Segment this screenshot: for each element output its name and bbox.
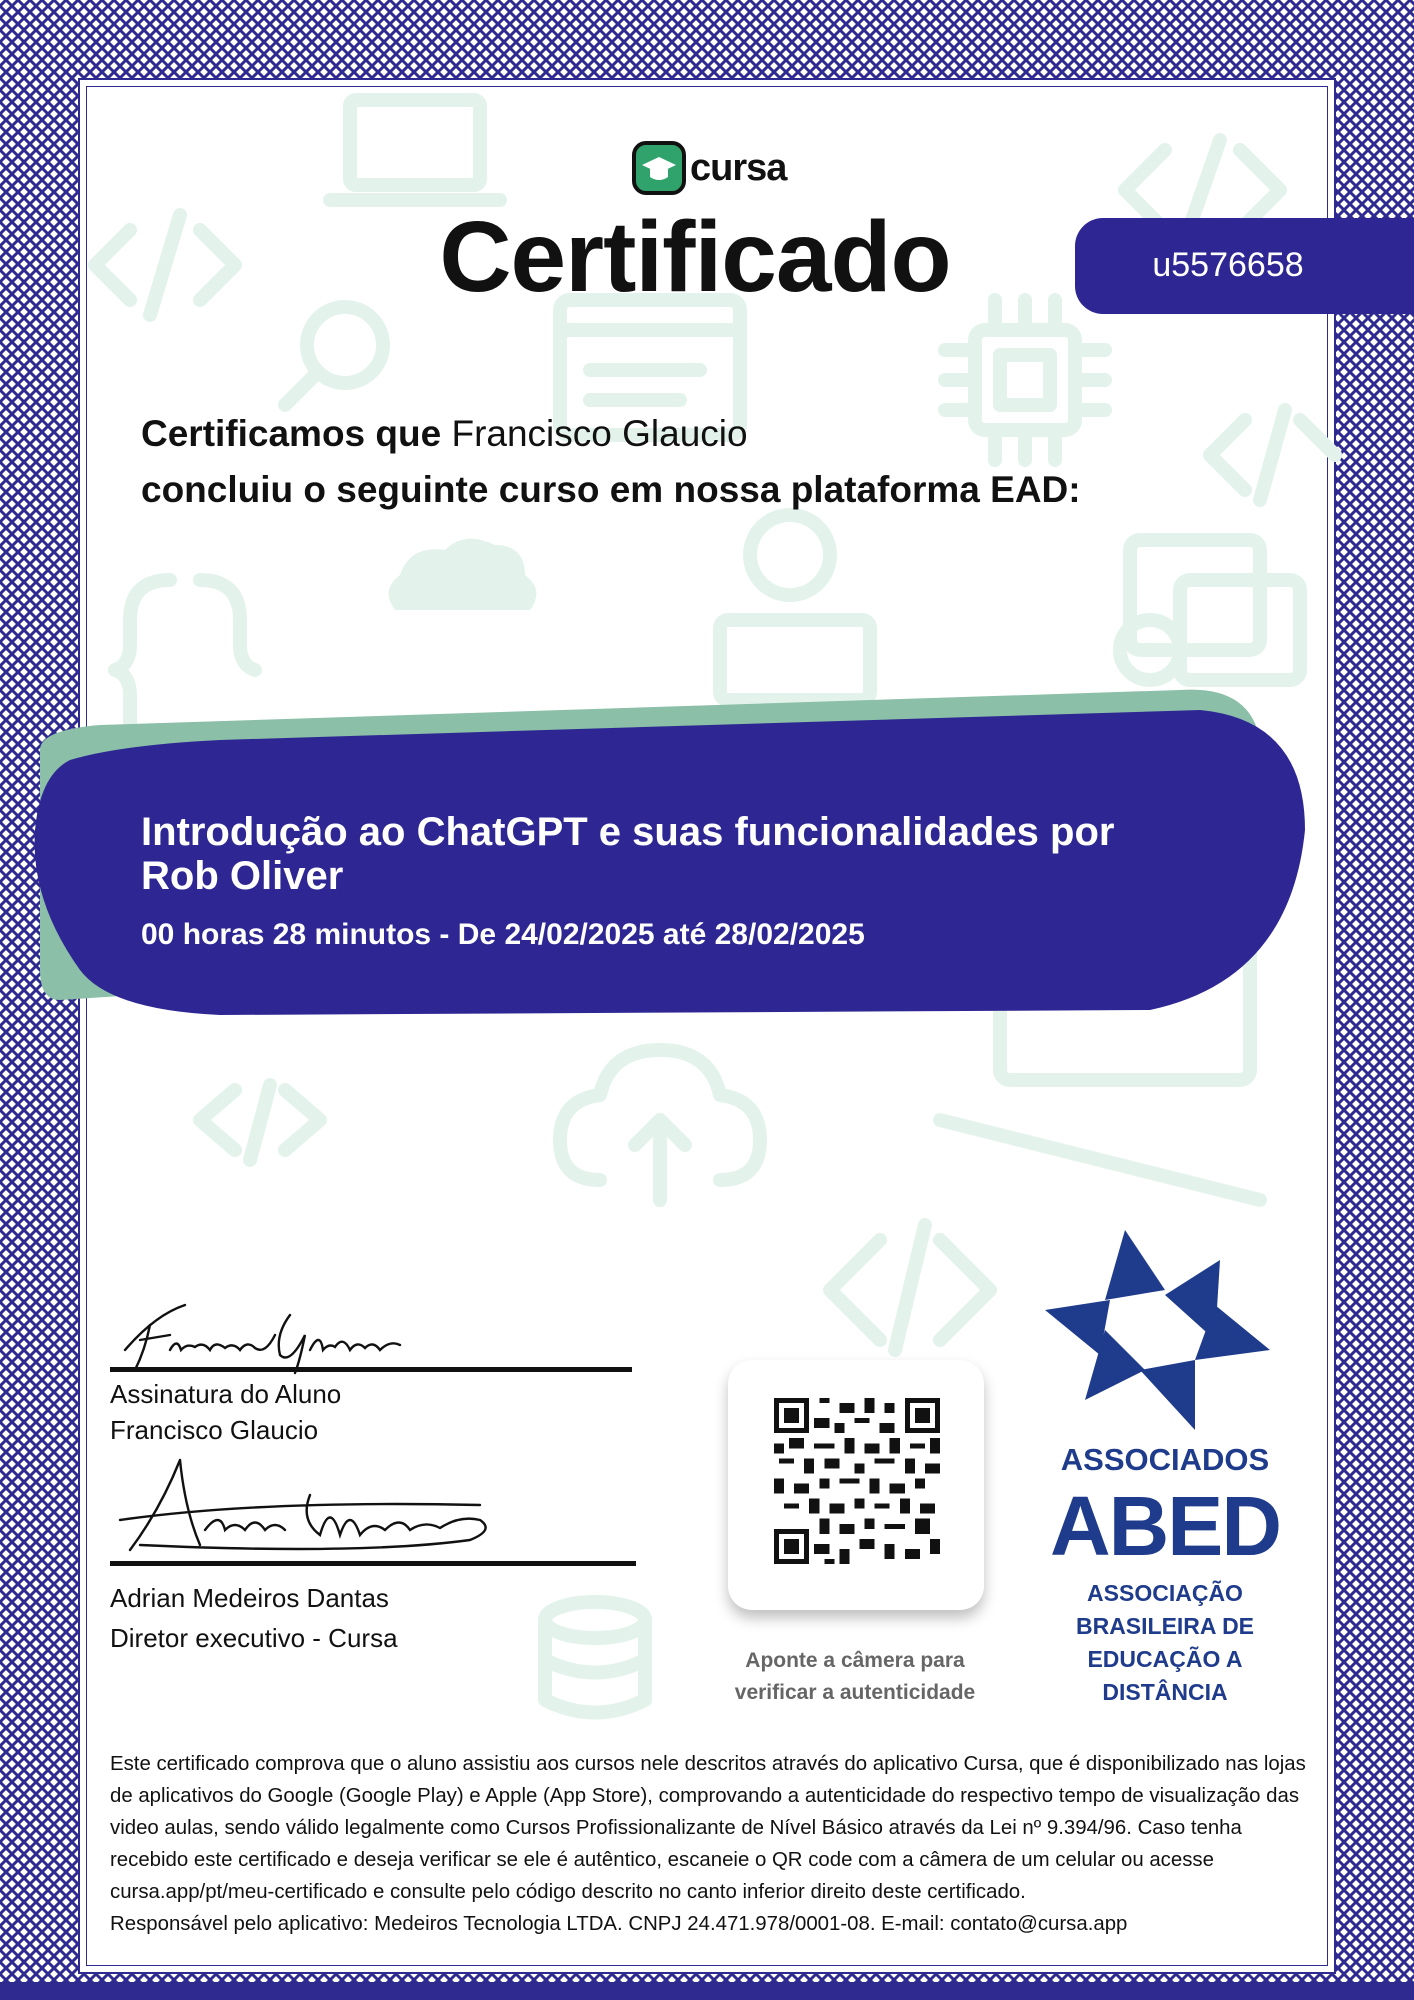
abed-line2: BRASILEIRA DE <box>1075 1613 1255 1639</box>
qr-code-card[interactable] <box>728 1360 984 1610</box>
bottom-bar <box>0 1982 1414 2000</box>
intro-prefix: Certificamos que <box>141 413 442 454</box>
legal-text: Este certificado comprova que o aluno assistiu aos cursos nele descritos através do aplicativo Cursa, que é disponibilizado nas lojas de aplicativos do Google (Google Play) e Apple (App Store), comprovando a autenticidade do respectivo tempo de visualização das video aulas, sendo válido legalmente como Cursos Profissionalizante de Nível Básico através da Lei nº 9.394/96. Caso tenha recebido este certificado e deseja verificar se ele é autêntico, escaneie o QR code com a câmera de um celular ou acesse cursa.app/pt/meu-certificado e consulte pelo código descrito no canto inferior direito deste certificado. <box>110 1753 1306 1903</box>
legal-responsible: Responsável pelo aplicativo: Medeiros Tecnologia LTDA. CNPJ 24.471.978/0001-08. E-mail: contato@cursa.app <box>110 1913 1128 1935</box>
intro-line2: concluiu o seguinte curso em nossa plataforma EAD: <box>141 469 1081 510</box>
course-name: Introdução ao ChatGPT e suas funcionalidades por Rob Oliver <box>141 810 1115 898</box>
logo-text: cursa <box>690 146 787 189</box>
qr-caption-line1: Aponte a câmera para <box>745 1649 965 1672</box>
legal-disclaimer <box>110 1748 1306 1940</box>
director-name: Adrian Medeiros Dantas <box>110 1583 389 1613</box>
cloud-icon <box>389 539 537 610</box>
director-signature <box>110 1450 500 1560</box>
code-tag-icon-4 <box>200 1085 320 1160</box>
certificate-title: Certificado <box>439 201 951 313</box>
cursa-logo <box>632 140 786 196</box>
abed-logo-icon <box>1045 1230 1270 1430</box>
certificate-code: u5576658 <box>1152 246 1304 284</box>
director-title: Diretor executivo - Cursa <box>110 1623 398 1653</box>
director-signature-line <box>110 1561 636 1566</box>
database-icon <box>545 1602 645 1638</box>
code-tag-icon-3 <box>1210 410 1335 500</box>
abed-line3: EDUCAÇÃO A <box>1087 1646 1243 1672</box>
student-signature-line <box>110 1367 632 1372</box>
abed-associates: ASSOCIADOS <box>1060 1442 1270 1477</box>
course-details: 00 horas 28 minutos - De 24/02/2025 até 28/02/2025 <box>141 918 865 951</box>
student-signature <box>115 1295 415 1375</box>
abed-line4: DISTÂNCIA <box>1102 1679 1228 1705</box>
qr-caption-line2: verificar a autenticidade <box>734 1681 976 1704</box>
abed-full-name <box>1030 1577 1300 1709</box>
student-signature-name: Francisco Glaucio <box>110 1415 319 1445</box>
graduation-cap-icon <box>632 141 686 195</box>
qr-code[interactable] <box>774 1398 940 1564</box>
code-tag-icon-5 <box>830 1225 990 1350</box>
developer-icon <box>750 515 830 595</box>
student-signature-caption <box>110 1376 341 1448</box>
laptop-icon <box>350 100 480 185</box>
student-name: Francisco Glaucio <box>451 413 748 454</box>
student-signature-label: Assinatura do Aluno <box>110 1379 342 1409</box>
abed-line1: ASSOCIAÇÃO <box>1087 1580 1243 1606</box>
qr-caption <box>700 1645 1010 1709</box>
certification-statement <box>141 406 1081 518</box>
settings-window-icon <box>1130 540 1260 650</box>
abed-acronym: ABED <box>1049 1479 1280 1573</box>
director-signature-caption <box>110 1578 398 1658</box>
